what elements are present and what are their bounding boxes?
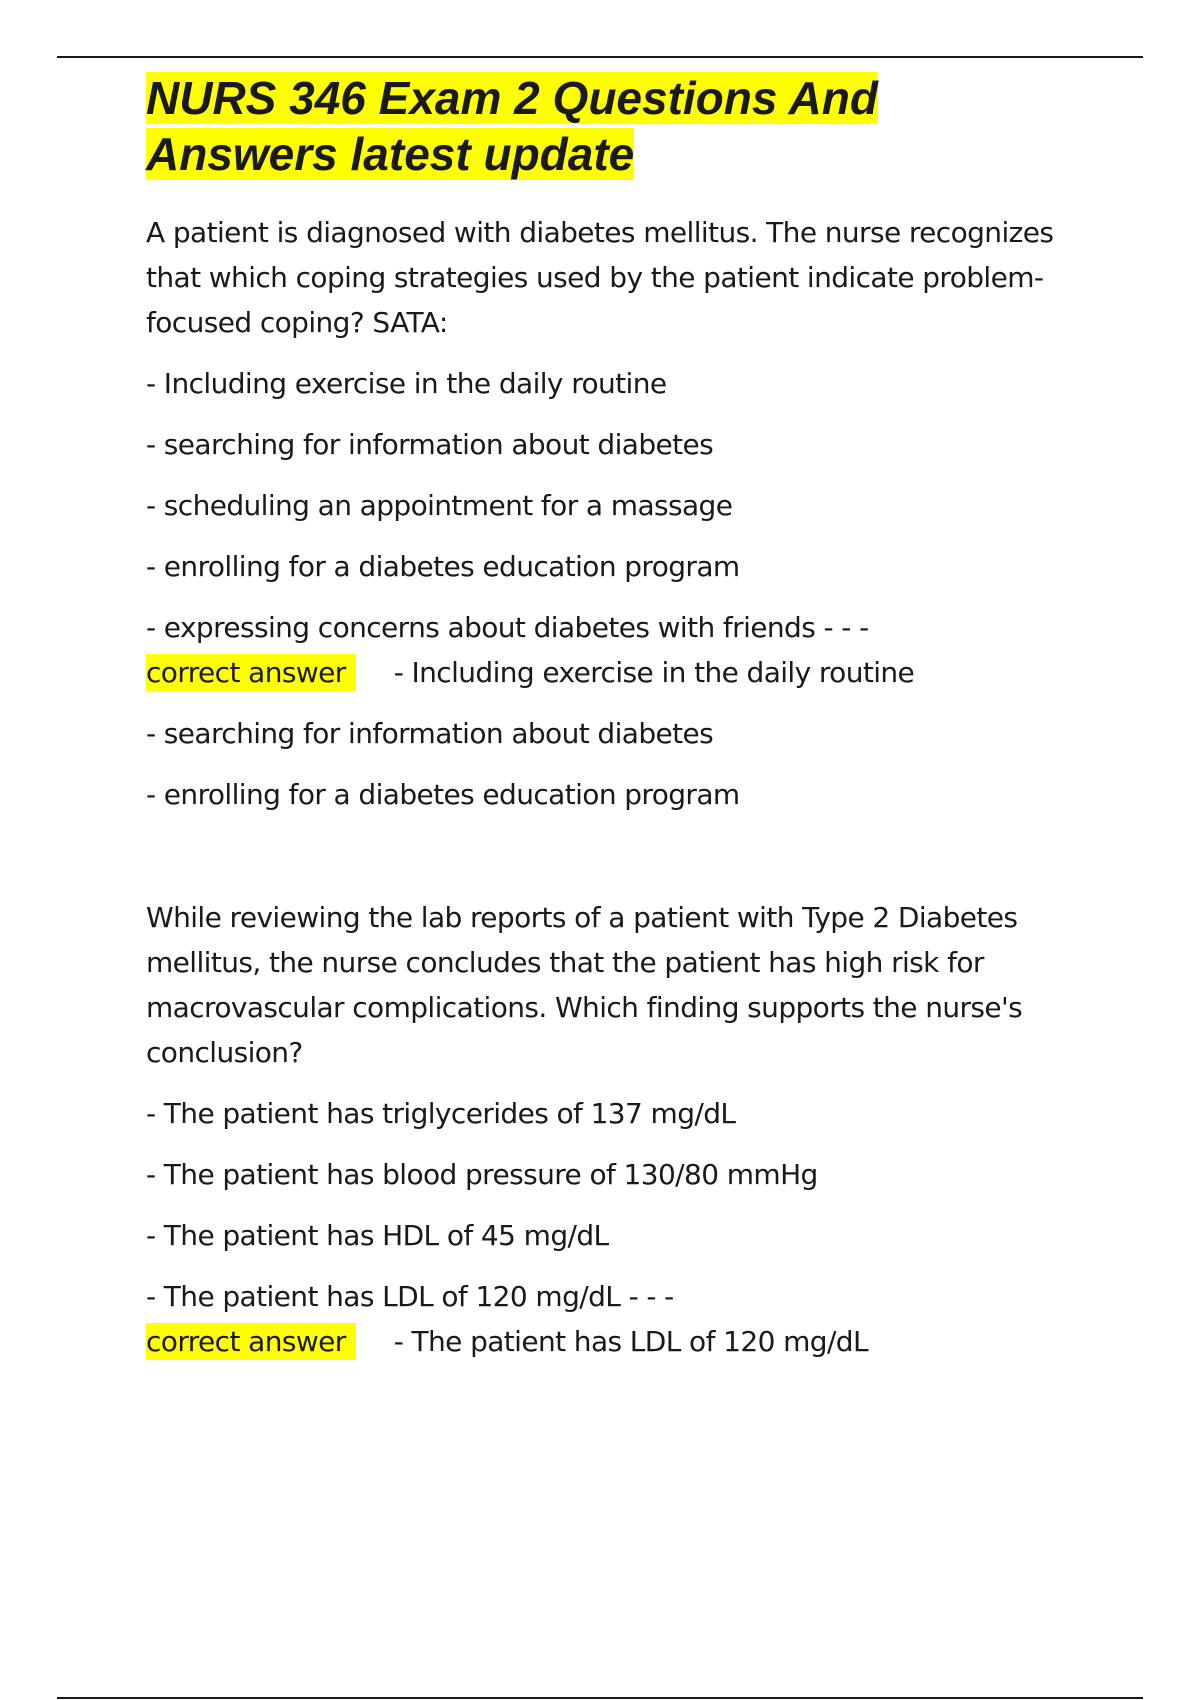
document-body (146, 70, 1086, 1364)
section-gap (146, 817, 1086, 895)
answer-item: - The patient has LDL of 120 mg/dL (393, 1325, 868, 1358)
option-item: - searching for information about diabetes (146, 428, 714, 461)
option-item: - expressing concerns about diabetes with friends - - - (146, 611, 869, 644)
option-item: - Including exercise in the daily routine (146, 367, 667, 400)
option-item: - scheduling an appointment for a massage (146, 489, 733, 522)
top-rule (57, 56, 1143, 58)
bottom-rule (57, 1697, 1143, 1699)
answer-line (146, 650, 1086, 695)
title-line-2: Answers latest update (146, 128, 635, 180)
answer-line (146, 1319, 1086, 1364)
option-item: - The patient has triglycerides of 137 mg/dL (146, 1097, 736, 1130)
question-text: While reviewing the lab reports of a patient with Type 2 Diabetes mellitus, the nurse concludes that the patient has high risk for macrovascular complications. Which finding supports the nurse's conclusion? (146, 901, 1023, 1069)
option-item: - enrolling for a diabetes education program (146, 550, 740, 583)
correct-answer-label: correct answer (146, 654, 356, 691)
answer-item: - enrolling for a diabetes education program (146, 778, 740, 811)
correct-answer-label: correct answer (146, 1323, 356, 1360)
answer-item: - searching for information about diabetes (146, 717, 714, 750)
question-block-1 (146, 210, 1086, 817)
option-item: - The patient has blood pressure of 130/80 mmHg (146, 1158, 818, 1191)
option-item: - The patient has HDL of 45 mg/dL (146, 1219, 609, 1252)
question-text: A patient is diagnosed with diabetes mellitus. The nurse recognizes that which coping strategies used by the patient indicate problem-focused coping? SATA: (146, 216, 1054, 339)
title-line-1: NURS 346 Exam 2 Questions And (146, 72, 878, 124)
option-item: - The patient has LDL of 120 mg/dL - - - (146, 1280, 674, 1313)
question-block-2 (146, 895, 1086, 1364)
document-title (146, 70, 1086, 182)
answer-item: - Including exercise in the daily routine (393, 656, 915, 689)
